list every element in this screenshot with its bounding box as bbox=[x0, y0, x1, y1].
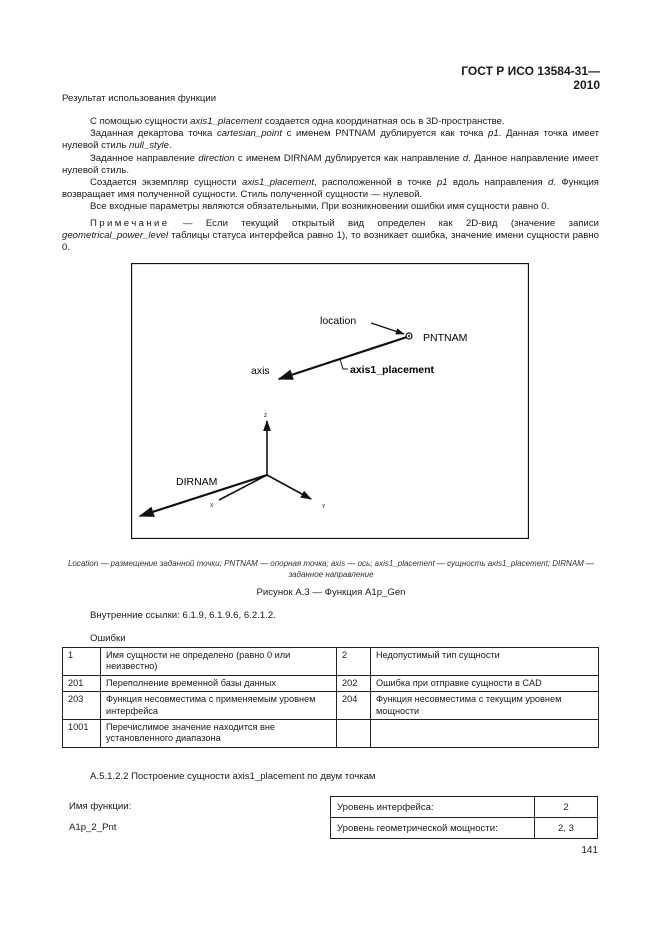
error-message: Переполнение временной базы данных bbox=[101, 675, 337, 691]
figure-caption: Location — размещение заданной точки; PNTNAM — опорная точка; axis — ось; axis1_placement — сущность axis1_placement; DIRNAM — заданное направление bbox=[67, 559, 595, 579]
error-code: 203 bbox=[63, 692, 101, 720]
table-row bbox=[63, 675, 599, 691]
page-number: 141 bbox=[581, 845, 598, 856]
figure-axis1-placement bbox=[131, 263, 529, 539]
error-message: Функция несовместима с применяемым уровнем интерфейса bbox=[101, 692, 337, 720]
error-code: 202 bbox=[337, 675, 371, 691]
paragraph-1: С помощью сущности axis1_placement создается одна координатная ось в 3D-пространстве. bbox=[90, 116, 505, 127]
internal-refs: Внутренние ссылки: 6.1.9, 6.1.9.6, 6.2.1.2. bbox=[90, 610, 276, 621]
label-location: location bbox=[320, 315, 357, 327]
paragraph-5: Все входные параметры являются обязательными. При возникновении ошибки имя сущности равно 0. bbox=[90, 201, 550, 212]
errors-heading: Ошибки bbox=[90, 633, 126, 644]
error-message: Ошибка при отправке сущности в CAD bbox=[371, 675, 599, 691]
error-message: Имя сущности не определено (равно 0 или неизвестно) bbox=[101, 648, 337, 676]
note-text: — Если текущий открытый вид определен как 2D-вид (значение записи geometrical_power_level таблицы статуса интерфейса равно 1), то возникает ошибка, значение имени сущности равно 0. bbox=[62, 218, 599, 254]
table-row bbox=[331, 818, 598, 839]
table-row bbox=[63, 648, 599, 676]
paragraph-4: Создается экземпляр сущности axis1_placement, расположенной в точке p1 вдоль направления d. Функция возвращает имя полученной сущности. Стиль полученной сущности — нулевой. bbox=[62, 177, 600, 201]
table-row bbox=[331, 797, 598, 818]
y-axis bbox=[267, 475, 311, 499]
function-name-label: Имя функции: bbox=[69, 801, 132, 812]
table-row bbox=[63, 720, 599, 748]
level-value: 2, 3 bbox=[535, 818, 598, 839]
function-name: A1p_2_Pnt bbox=[69, 822, 117, 833]
error-message bbox=[371, 720, 599, 748]
section-heading: А.5.1.2.2 Построение сущности axis1_placement по двум точкам bbox=[90, 771, 376, 782]
level-value: 2 bbox=[535, 797, 598, 818]
paragraph-3: Заданное направление direction с именем DIRNAM дублируется как направление d. Данное направление имеет нулевой стиль. bbox=[62, 153, 599, 177]
error-code: 201 bbox=[63, 675, 101, 691]
document-header: ГОСТ Р ИСО 13584-31—2010 bbox=[461, 64, 600, 92]
label-dirnam: DIRNAM bbox=[176, 476, 218, 488]
label-axis1-placement: axis1_placement bbox=[350, 364, 435, 376]
error-code: 1001 bbox=[63, 720, 101, 748]
note bbox=[62, 218, 599, 255]
error-message: Недопустимый тип сущности bbox=[371, 648, 599, 676]
figure-title: Рисунок А.3 — Функция A1p_Gen bbox=[256, 587, 406, 598]
label-pntnam: PNTNAM bbox=[423, 332, 468, 344]
error-message: Функция несовместима с текущим уровнем мощности bbox=[371, 692, 599, 720]
error-code bbox=[337, 720, 371, 748]
label-axis: axis bbox=[251, 365, 270, 377]
label-x: X bbox=[210, 503, 214, 509]
level-label: Уровень интерфейса: bbox=[331, 797, 535, 818]
level-label: Уровень геометрической мощности: bbox=[331, 818, 535, 839]
table-row bbox=[63, 692, 599, 720]
error-code: 1 bbox=[63, 648, 101, 676]
location-arrow bbox=[371, 323, 404, 334]
paragraph-2: Заданная декартова точка cartesian_point с именем PNTNAM дублируется как точка p1. Данная точка имеет нулевой стиль null_style. bbox=[62, 128, 599, 152]
label-y: Y bbox=[322, 504, 326, 510]
figure-frame bbox=[132, 264, 529, 539]
note-label: Примечание bbox=[90, 218, 170, 229]
error-code: 204 bbox=[337, 692, 371, 720]
errors-table bbox=[62, 647, 599, 748]
error-code: 2 bbox=[337, 648, 371, 676]
result-heading: Результат использования функции bbox=[62, 93, 217, 104]
error-message: Перечислимое значение находится вне установленного диапазона bbox=[101, 720, 337, 748]
label-z: Z bbox=[264, 413, 268, 419]
placement-leader bbox=[340, 359, 348, 369]
point-pntnam-dot bbox=[408, 335, 410, 337]
levels-table bbox=[330, 796, 598, 839]
